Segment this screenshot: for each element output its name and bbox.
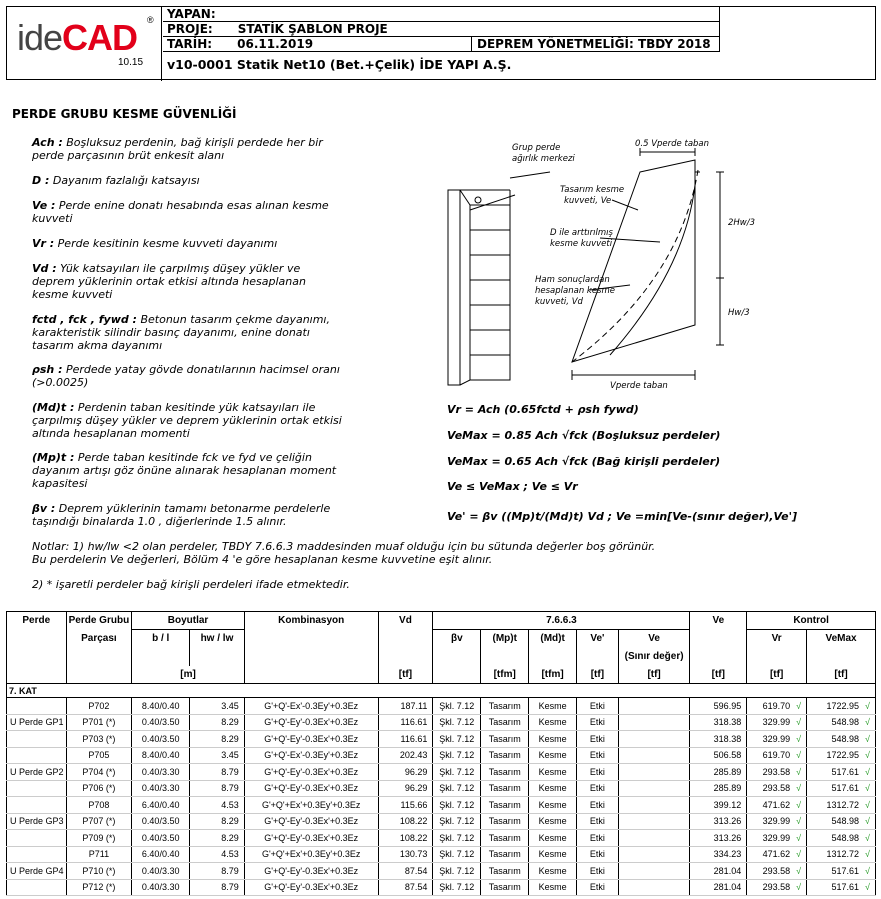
formula-vemax-1: VeMax = 0.85 Ach √fck (Boşluksuz perdeler) [447,429,721,442]
def-d: D : Dayanım fazlalığı katsayısı [32,174,200,187]
table-row [7,797,876,814]
cell-vr: 329.99 √ [747,830,807,847]
def-rho: ρsh : Perdede yatay gövde donatılarının hacimsel oranı (>0.0025) [32,363,340,389]
col-section: 7.6.6.3 [433,612,690,630]
col-mp: (Mp)t [481,630,529,648]
cell-bv: Şkl. 7.12 [433,714,481,731]
check-icon: √ [865,766,870,777]
check-icon: √ [865,717,870,728]
cell-bv: Şkl. 7.12 [433,797,481,814]
diagram-label-bottom: Vperde taban [610,381,668,391]
table-row [7,813,876,830]
cell-mp: Tasarım [481,797,529,814]
cell-grup [7,698,67,715]
cell-bv: Şkl. 7.12 [433,764,481,781]
check-icon: √ [865,816,870,827]
cell-ve: 334.23 [690,846,747,863]
cell-grup: U Perde GP4 [7,863,67,880]
cell-grup [7,731,67,748]
tarih-label: TARİH: 06.11.2019 [167,37,314,51]
cell-hw: 8.79 [190,780,245,797]
cell-vemax: 1722.95 √ [807,698,876,715]
table-row [7,846,876,863]
cell-ves [618,879,690,896]
check-icon: √ [796,717,802,728]
shear-diagram [430,130,770,395]
cell-parca: P704 (*) [66,764,132,781]
def-md: (Md)t : Perdenin taban kesitinde yük katsayıları ile çarpılmış düşey yükler ve deprem yüklerinin ortak etkisi altında hesaplanan momenti [32,401,342,440]
tarih-row [163,37,719,52]
cell-vr: 329.99 √ [747,714,807,731]
unit-vd: [tf] [378,666,433,684]
cell-md: Kesme [529,698,577,715]
check-icon: √ [865,783,870,794]
check-icon: √ [865,832,870,843]
cell-vemax: 548.98 √ [807,714,876,731]
diagram-label-agirlik: ağırlık merkezi [512,154,575,164]
cell-vr: 471.62 √ [747,846,807,863]
cell-md: Kesme [529,780,577,797]
cell-ve: 281.04 [690,879,747,896]
col-md: (Md)t [529,630,577,648]
cell-md: Kesme [529,879,577,896]
cell-vep: Etki [577,731,619,748]
check-icon: √ [796,783,802,794]
cell-ves [618,698,690,715]
note-1b: Bu perdelerin Ve değerleri, Bölüm 4 'e göre hesaplanan kesme kuvvetine eşit alınır. [32,553,493,566]
table-row [7,747,876,764]
cell-ve: 318.38 [690,714,747,731]
cell-vemax: 517.61 √ [807,780,876,797]
cell-vemax: 517.61 √ [807,863,876,880]
idecad-logo: ideCAD ® [17,15,153,58]
col-sinir: (Sınır değer) [618,648,690,666]
cell-vr: 619.70 √ [747,747,807,764]
cell-vep: Etki [577,813,619,830]
cell-vr: 329.99 √ [747,813,807,830]
note-1: Notlar: 1) hw/lw <2 olan perdeler, TBDY 7.6.6.3 maddesinden muaf olduğu için bu sütunda değerler boş görünür. [32,540,656,553]
table-row [7,780,876,797]
cell-mp: Tasarım [481,780,529,797]
cell-ves [618,813,690,830]
cell-parca: P712 (*) [66,879,132,896]
diagram-label-ham: Ham sonuçlardan [535,275,610,285]
cell-komb: G'+Q'-Ey'-0.3Ex'+0.3Ez [244,879,378,896]
report-header [6,6,876,80]
cell-vd: 130.73 [378,846,433,863]
check-icon: √ [865,799,870,810]
cell-vd: 96.29 [378,780,433,797]
cell-bl: 6.40/0.40 [132,797,190,814]
cell-hw: 8.79 [190,879,245,896]
cell-parca: P706 (*) [66,780,132,797]
page-title: PERDE GRUBU KESME GÜVENLİĞİ [12,107,237,121]
col-vd: Vd [378,612,433,630]
cell-bl: 0.40/3.50 [132,830,190,847]
table-row [7,764,876,781]
cell-parca: P707 (*) [66,813,132,830]
cell-hw: 3.45 [190,747,245,764]
cell-hw: 8.29 [190,714,245,731]
cell-md: Kesme [529,764,577,781]
cell-ves [618,780,690,797]
cell-md: Kesme [529,714,577,731]
cell-md: Kesme [529,747,577,764]
deprem-label: DEPREM YÖNETMELİĞİ: TBDY 2018 [477,37,711,51]
diagram-label-ham3: kuvveti, Vd [535,297,583,307]
diagram-label-top: 0.5 Vperde taban [635,139,710,149]
def-fctd: fctd , fck , fywd : Betonun tasarım çekme dayanımı, karakteristik silindir basınç dayanımı, enine donatı tasarım akma dayanımı [32,313,330,352]
cell-vd: 96.29 [378,764,433,781]
cell-vr: 471.62 √ [747,797,807,814]
cell-bv: Şkl. 7.12 [433,747,481,764]
cell-komb: G'+Q'-Ey'-0.3Ex'+0.3Ez [244,764,378,781]
cell-bl: 6.40/0.40 [132,846,190,863]
diagram-label-dile: D ile arttırılmış [550,228,613,238]
cell-parca: P701 (*) [66,714,132,731]
cell-mp: Tasarım [481,731,529,748]
cell-vd: 202.43 [378,747,433,764]
cell-vep: Etki [577,780,619,797]
cell-vep: Etki [577,747,619,764]
cell-md: Kesme [529,830,577,847]
def-ve: Ve : Perde enine donatı hesabında esas alınan kesme kuvveti [32,199,329,225]
cell-hw: 8.79 [190,764,245,781]
proje-row: PROJE: STATİK ŞABLON PROJE [163,22,719,37]
cell-vr: 293.58 √ [747,863,807,880]
cell-vep: Etki [577,879,619,896]
cell-md: Kesme [529,846,577,863]
cell-vd: 187.11 [378,698,433,715]
cell-vep: Etki [577,764,619,781]
table-row [7,879,876,896]
cell-grup [7,846,67,863]
cell-ve: 399.12 [690,797,747,814]
cell-vd: 108.22 [378,830,433,847]
col-bv: βv [433,630,481,648]
diagram-label-dile2: kesme kuvveti [550,239,613,249]
cell-vep: Etki [577,698,619,715]
shear-table [6,611,876,896]
unit-vr: [tf] [747,666,807,684]
unit-mp: [tfm] [481,666,529,684]
cell-ves [618,731,690,748]
cell-hw: 8.79 [190,863,245,880]
cell-bv: Şkl. 7.12 [433,698,481,715]
unit-ves: [tf] [618,666,690,684]
cell-md: Kesme [529,797,577,814]
col-kontrol: Kontrol [747,612,876,630]
cell-komb: G'+Q'-Ey'-0.3Ex'+0.3Ez [244,714,378,731]
table-row [7,830,876,847]
cell-komb: G'+Q'-Ey'-0.3Ex'+0.3Ez [244,863,378,880]
cell-grup: U Perde GP2 [7,764,67,781]
check-icon: √ [796,882,802,893]
diagram-label-h2: Hw/3 [728,308,750,318]
check-icon: √ [796,816,802,827]
cell-vep: Etki [577,797,619,814]
cell-vemax: 548.98 √ [807,830,876,847]
cell-ves [618,747,690,764]
cell-ve: 506.58 [690,747,747,764]
cell-komb: G'+Q'-Ex'-0.3Ey'+0.3Ez [244,747,378,764]
check-icon: √ [796,766,802,777]
cell-vemax: 1312.72 √ [807,797,876,814]
col-bl: b / l [132,630,190,648]
cell-komb: G'+Q'+Ex'+0.3Ey'+0.3Ez [244,846,378,863]
cell-bv: Şkl. 7.12 [433,863,481,880]
cell-grup: U Perde GP3 [7,813,67,830]
notes [32,540,672,566]
kat-label: 7. KAT [7,684,876,698]
cell-grup: U Perde GP1 [7,714,67,731]
check-icon: √ [796,700,802,711]
cell-vep: Etki [577,846,619,863]
col-boyutlar: Boyutlar [132,612,245,630]
cell-hw: 4.53 [190,797,245,814]
col-ve-sinir: Ve [618,630,690,648]
cell-ves [618,797,690,814]
unit-ve: [tf] [690,666,747,684]
cell-grup [7,780,67,797]
diagram-label-tasarim2: kuvveti, Ve [564,196,612,206]
cell-komb: G'+Q'-Ey'-0.3Ex'+0.3Ez [244,813,378,830]
cell-parca: P710 (*) [66,863,132,880]
cell-ve: 318.38 [690,731,747,748]
cell-bv: Şkl. 7.12 [433,846,481,863]
formula-ve-check: Ve ≤ VeMax ; Ve ≤ Vr [447,480,578,493]
cell-grup [7,879,67,896]
cell-bl: 0.40/3.30 [132,863,190,880]
cell-hw: 3.45 [190,698,245,715]
note-2: 2) * işaretli perdeler bağ kirişli perdeleri ifade etmektedir. [32,578,350,591]
col-vr: Vr [747,630,807,648]
cell-ves [618,714,690,731]
cell-vr: 329.99 √ [747,731,807,748]
cell-vemax: 1722.95 √ [807,747,876,764]
cell-ve: 313.26 [690,813,747,830]
cell-mp: Tasarım [481,698,529,715]
col-vep: Ve' [577,630,619,648]
cell-parca: P702 [66,698,132,715]
cell-vep: Etki [577,863,619,880]
cell-vd: 116.61 [378,714,433,731]
check-icon: √ [796,865,802,876]
cell-komb: G'+Q'-Ey'-0.3Ex'+0.3Ez [244,830,378,847]
cell-mp: Tasarım [481,813,529,830]
col-ve: Ve [690,612,747,630]
cell-vep: Etki [577,714,619,731]
cell-bl: 0.40/3.30 [132,879,190,896]
col-perde: Perde [7,612,67,630]
cell-mp: Tasarım [481,714,529,731]
cell-ve: 313.26 [690,830,747,847]
cell-vemax: 517.61 √ [807,879,876,896]
cell-mp: Tasarım [481,846,529,863]
unit-md: [tfm] [529,666,577,684]
col-hwlw: hw / lw [190,630,245,648]
check-icon: √ [865,882,870,893]
cell-ve: 281.04 [690,863,747,880]
cell-komb: G'+Q'-Ey'-0.3Ex'+0.3Ez [244,780,378,797]
diagram-label-ham2: hesaplanan kesme [535,286,615,296]
subtitle-row: v10-0001 Statik Net10 (Bet.+Çelik) İDE YAPI A.Ş. [167,57,512,72]
cell-vemax: 548.98 √ [807,731,876,748]
cell-vr: 293.58 √ [747,879,807,896]
diagram-label-grup: Grup perde [512,143,561,153]
cell-vd: 108.22 [378,813,433,830]
formula-vr: Vr = Ach (0.65fctd + ρsh fywd) [447,403,639,416]
cell-parca: P708 [66,797,132,814]
def-ach: Ach : Boşluksuz perdenin, bağ kirişli perdede her bir perde parçasının brüt enkesit alanı [32,136,323,162]
cell-hw: 8.29 [190,830,245,847]
cell-ve: 596.95 [690,698,747,715]
cell-bl: 0.40/3.30 [132,780,190,797]
check-icon: √ [865,849,870,860]
cell-ves [618,863,690,880]
cell-bl: 0.40/3.50 [132,813,190,830]
cell-mp: Tasarım [481,747,529,764]
check-icon: √ [865,700,870,711]
unit-m: [m] [132,666,245,684]
cell-vd: 116.61 [378,731,433,748]
cell-parca: P711 [66,846,132,863]
cell-hw: 8.29 [190,813,245,830]
col-kombinasyon: Kombinasyon [244,612,378,630]
cell-bl: 8.40/0.40 [132,747,190,764]
check-icon: √ [796,733,802,744]
cell-bl: 8.40/0.40 [132,698,190,715]
def-mp: (Mp)t : Perde taban kesitinde fck ve fyd ve çeliğin dayanım artışı göz önüne alınarak hesaplanan moment kapasitesi [32,451,337,490]
formula-ve-prime: Ve' = βv ((Mp)t/(Md)t) Vd ; Ve =min[Ve-(sınır değer),Ve'] [447,510,798,523]
cell-hw: 4.53 [190,846,245,863]
cell-grup [7,747,67,764]
cell-vd: 87.54 [378,863,433,880]
cell-vep: Etki [577,830,619,847]
check-icon: √ [796,750,802,761]
cell-bv: Şkl. 7.12 [433,731,481,748]
check-icon: √ [865,733,870,744]
table-row [7,698,876,715]
check-icon: √ [865,750,870,761]
cell-bv: Şkl. 7.12 [433,780,481,797]
cell-bl: 0.40/3.50 [132,731,190,748]
check-icon: √ [796,832,802,843]
cell-bv: Şkl. 7.12 [433,879,481,896]
yapan-row: YAPAN: [163,7,719,22]
cell-ve: 285.89 [690,780,747,797]
cell-mp: Tasarım [481,863,529,880]
cell-vd: 115.66 [378,797,433,814]
check-icon: √ [865,865,870,876]
def-vr: Vr : Perde kesitinin kesme kuvveti dayanımı [32,237,278,250]
cell-vemax: 548.98 √ [807,813,876,830]
cell-vd: 87.54 [378,879,433,896]
cell-vemax: 517.61 √ [807,764,876,781]
col-vemax: VeMax [807,630,876,648]
cell-vr: 293.58 √ [747,780,807,797]
cell-bl: 0.40/3.50 [132,714,190,731]
cell-mp: Tasarım [481,764,529,781]
cell-ves [618,764,690,781]
cell-bl: 0.40/3.30 [132,764,190,781]
cell-bv: Şkl. 7.12 [433,830,481,847]
cell-parca: P703 (*) [66,731,132,748]
cell-komb: G'+Q'-Ex'-0.3Ey'+0.3Ez [244,698,378,715]
check-icon: √ [796,799,802,810]
unit-vep: [tf] [577,666,619,684]
cell-ves [618,830,690,847]
logo-cell [7,7,162,81]
cell-mp: Tasarım [481,830,529,847]
cell-parca: P705 [66,747,132,764]
col-grubu: Perde Grubu [66,612,132,630]
diagram-label-h1: 2Hw/3 [728,218,756,228]
cell-md: Kesme [529,863,577,880]
cell-ve: 285.89 [690,764,747,781]
cell-ves [618,846,690,863]
cell-bv: Şkl. 7.12 [433,813,481,830]
col-parcasi: Parçası [66,630,132,648]
cell-vemax: 1312.72 √ [807,846,876,863]
cell-grup [7,830,67,847]
formula-vemax-2: VeMax = 0.65 Ach √fck (Bağ kirişli perdeler) [447,455,721,468]
cell-hw: 8.29 [190,731,245,748]
cell-vr: 619.70 √ [747,698,807,715]
cell-md: Kesme [529,731,577,748]
version-label: 10.15 [118,57,144,68]
cell-vr: 293.58 √ [747,764,807,781]
cell-komb: G'+Q'-Ey'-0.3Ex'+0.3Ez [244,731,378,748]
table-row [7,863,876,880]
table-row [7,731,876,748]
table-row [7,714,876,731]
cell-mp: Tasarım [481,879,529,896]
cell-komb: G'+Q'+Ex'+0.3Ey'+0.3Ez [244,797,378,814]
def-beta: βv : Deprem yüklerinin tamamı betonarme perdelerle taşındığı binalarda 1.0 , diğerlerinde 1.5 alınır. [32,502,331,528]
unit-vemax: [tf] [807,666,876,684]
check-icon: √ [796,849,802,860]
cell-grup [7,797,67,814]
cell-parca: P709 (*) [66,830,132,847]
cell-md: Kesme [529,813,577,830]
diagram-label-tasarim: Tasarım kesme [560,185,625,195]
def-vd: Vd : Yük katsayıları ile çarpılmış düşey yükler ve deprem yüklerinin ortak etkisi altında hesaplanan kesme kuvveti [32,262,306,301]
